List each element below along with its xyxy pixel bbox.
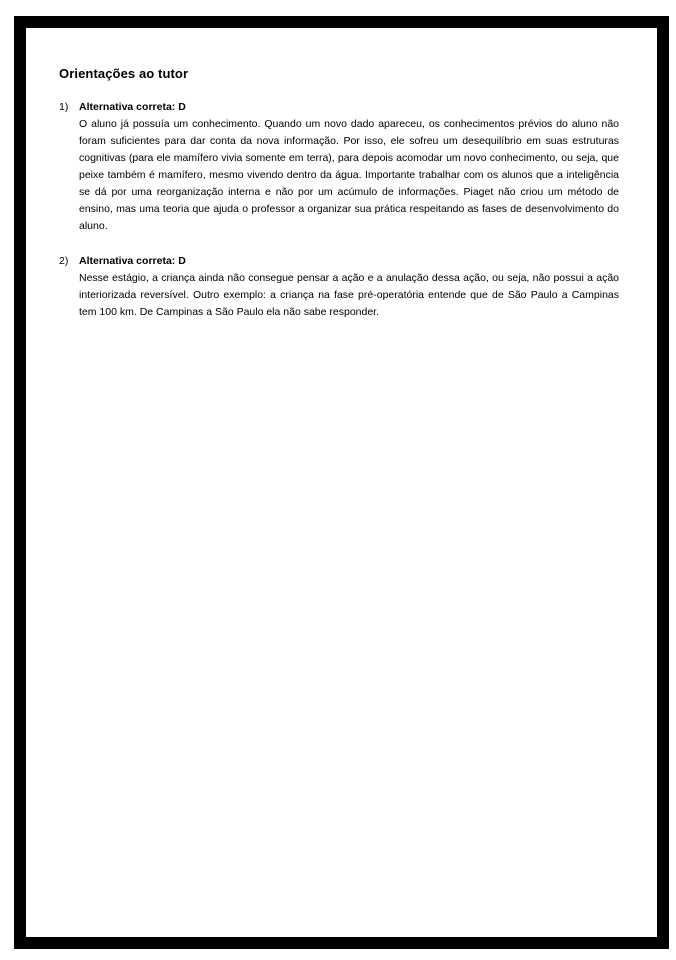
page-frame xyxy=(14,16,669,949)
answer-heading: Alternativa correta: D xyxy=(79,101,186,113)
answer-number: 1) xyxy=(59,101,69,113)
answer-item-1 xyxy=(59,99,619,235)
answer-item-2 xyxy=(59,253,619,321)
answer-heading: Alternativa correta: D xyxy=(79,255,186,267)
answer-text: Nesse estágio, a criança ainda não consegue pensar a ação e a anulação dessa ação, ou seja, não possui a ação interiorizada reversível. Outro exemplo: a criança na fase pré-operatória entende que de São Paulo a Campinas tem 100 km. De Campinas a São Paulo ela não sabe responder. xyxy=(79,272,619,318)
document-title: Orientações ao tutor xyxy=(59,66,189,81)
answer-text: O aluno já possuía um conhecimento. Quando um novo dado apareceu, os conhecimentos prévios do aluno não foram suficientes para dar conta da nova informação. Por isso, ele sofreu um desequilíbrio em suas estruturas cognitivas (para ele mamífero vivia somente em terra), para depois acomodar um novo conhecimento, ou seja, que peixe também é mamífero, mesmo vivendo dentro da água. Importante trabalhar com os alunos que a inteligência se dá por uma reorganização interna e não por um acúmulo de informações. Piaget não criou um método de ensino, mas uma teoria que ajuda o professor a organizar sua prática respeitando as fases de desenvolvimento do aluno. xyxy=(79,118,619,232)
document-content xyxy=(59,66,619,339)
answer-number: 2) xyxy=(59,255,69,267)
